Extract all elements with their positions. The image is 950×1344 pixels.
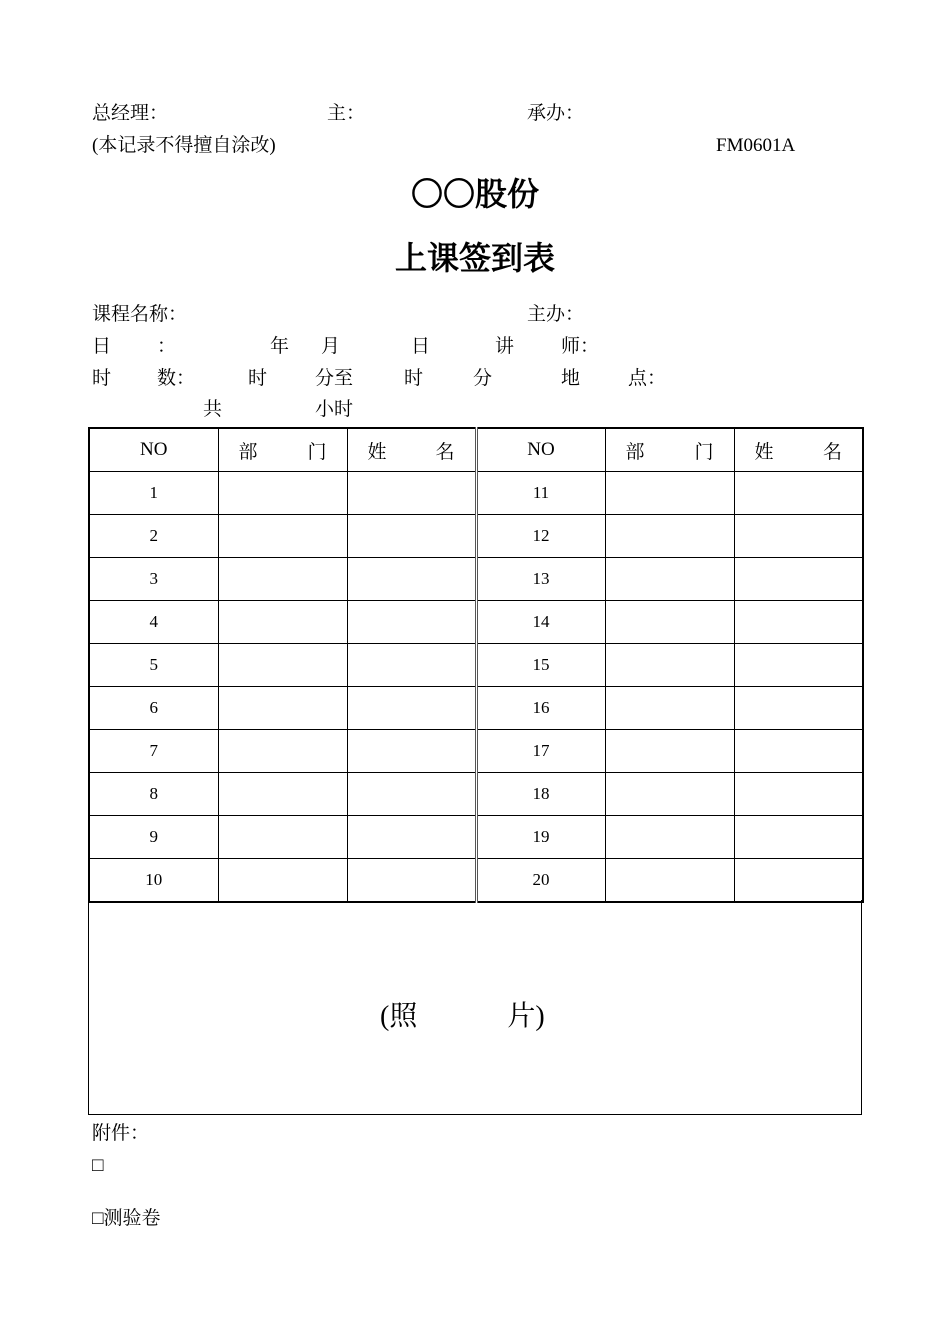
time-hour-label: 时	[248, 368, 268, 389]
department-cell[interactable]	[605, 644, 734, 687]
name-cell[interactable]	[347, 601, 476, 644]
header-name-char-1: 姓	[367, 441, 387, 463]
row-number-cell: 8	[89, 773, 218, 816]
name-cell[interactable]	[734, 472, 863, 515]
row-number-cell: 1	[89, 472, 218, 515]
organizer-label: 主办：	[527, 304, 585, 325]
header-no-right: NO	[476, 428, 605, 472]
table-header-row	[89, 428, 863, 472]
date-label: 日	[92, 336, 112, 357]
row-number-cell: 3	[89, 558, 218, 601]
header-name-char-2: 名	[435, 441, 455, 463]
row-number-cell: 9	[89, 816, 218, 859]
form-code: FM0601A	[716, 135, 796, 156]
department-cell[interactable]	[218, 644, 347, 687]
header-dept-char-2: 门	[307, 441, 327, 463]
time-minute-to-label: 分至	[315, 368, 354, 389]
time-hour2-label: 时	[404, 368, 424, 389]
place-label-2: 点：	[628, 368, 667, 389]
department-cell[interactable]	[218, 601, 347, 644]
header-name-char-1: 姓	[754, 441, 774, 463]
row-number-cell: 5	[89, 644, 218, 687]
hours-label-2: 数：	[157, 368, 196, 389]
row-number-cell: 12	[476, 515, 605, 558]
header-dept-char-2: 门	[694, 441, 714, 463]
header-department-right	[605, 428, 734, 472]
total-label: 共	[203, 399, 223, 420]
name-cell[interactable]	[347, 773, 476, 816]
form-title: 上课签到表	[394, 240, 555, 276]
total-hours-unit: 小时	[315, 399, 354, 420]
department-cell[interactable]	[218, 816, 347, 859]
row-number-cell: 2	[89, 515, 218, 558]
name-cell[interactable]	[734, 730, 863, 773]
name-cell[interactable]	[734, 687, 863, 730]
day-label: 日	[411, 336, 431, 357]
row-number-cell: 7	[89, 730, 218, 773]
table-row	[89, 730, 863, 773]
table-row	[89, 472, 863, 515]
department-cell[interactable]	[605, 687, 734, 730]
row-number-cell: 15	[476, 644, 605, 687]
row-number-cell: 4	[89, 601, 218, 644]
handler-label: 承办：	[527, 103, 585, 124]
name-cell[interactable]	[347, 644, 476, 687]
header-department	[218, 428, 347, 472]
department-cell[interactable]	[605, 558, 734, 601]
department-cell[interactable]	[605, 472, 734, 515]
department-cell[interactable]	[218, 472, 347, 515]
no-alteration-notice: (本记录不得擅自涂改)	[92, 135, 276, 156]
name-cell[interactable]	[734, 816, 863, 859]
department-cell[interactable]	[605, 601, 734, 644]
department-cell[interactable]	[605, 773, 734, 816]
table-row	[89, 859, 863, 903]
name-cell[interactable]	[347, 816, 476, 859]
photo-label-open: (照	[380, 1001, 418, 1032]
department-cell[interactable]	[218, 773, 347, 816]
row-number-cell: 6	[89, 687, 218, 730]
department-cell[interactable]	[605, 515, 734, 558]
quiz-checkbox[interactable]: □测验卷	[92, 1208, 161, 1229]
year-label: 年	[270, 336, 290, 357]
photo-label-close: 片)	[507, 1001, 545, 1032]
name-cell[interactable]	[734, 601, 863, 644]
supervisor-label: 主：	[327, 103, 366, 124]
table-row	[89, 816, 863, 859]
row-number-cell: 14	[476, 601, 605, 644]
header-no: NO	[89, 428, 218, 472]
gm-label: 总经理：	[92, 103, 169, 124]
month-label: 月	[321, 336, 341, 357]
hours-label-1: 时	[92, 368, 112, 389]
department-cell[interactable]	[605, 730, 734, 773]
header-dept-char-1: 部	[625, 441, 645, 463]
row-number-cell: 20	[476, 859, 605, 903]
department-cell[interactable]	[605, 816, 734, 859]
department-cell[interactable]	[218, 730, 347, 773]
row-number-cell: 17	[476, 730, 605, 773]
table-row	[89, 515, 863, 558]
department-cell[interactable]	[218, 515, 347, 558]
name-cell[interactable]	[347, 730, 476, 773]
name-cell[interactable]	[734, 773, 863, 816]
lecturer-label-2: 师：	[561, 336, 600, 357]
table-row	[89, 644, 863, 687]
name-cell[interactable]	[347, 472, 476, 515]
row-number-cell: 19	[476, 816, 605, 859]
table-row	[89, 601, 863, 644]
attachment-checkbox[interactable]: □	[92, 1155, 104, 1176]
header-name	[347, 428, 476, 472]
company-title: 〇〇股份	[410, 176, 539, 212]
department-cell[interactable]	[605, 859, 734, 903]
photo-label	[380, 1000, 545, 1034]
time-minute2-label: 分	[473, 368, 493, 389]
row-number-cell: 10	[89, 859, 218, 903]
course-name-label: 课程名称：	[92, 304, 188, 325]
name-cell[interactable]	[734, 644, 863, 687]
date-colon: ：	[157, 336, 177, 357]
name-cell[interactable]	[347, 687, 476, 730]
attachments-label: 附件：	[92, 1123, 150, 1144]
header-dept-char-1: 部	[238, 441, 258, 463]
lecturer-label-1: 讲	[495, 336, 515, 357]
row-number-cell: 16	[476, 687, 605, 730]
name-cell[interactable]	[347, 859, 476, 903]
row-number-cell: 13	[476, 558, 605, 601]
name-cell[interactable]	[347, 515, 476, 558]
row-number-cell: 11	[476, 472, 605, 515]
place-label-1: 地	[561, 368, 581, 389]
table-row	[89, 687, 863, 730]
name-cell[interactable]	[347, 558, 476, 601]
name-cell[interactable]	[734, 515, 863, 558]
table-row	[89, 773, 863, 816]
department-cell[interactable]	[218, 558, 347, 601]
department-cell[interactable]	[218, 687, 347, 730]
name-cell[interactable]	[734, 558, 863, 601]
department-cell[interactable]	[218, 859, 347, 903]
table-row	[89, 558, 863, 601]
header-name-right	[734, 428, 863, 472]
sign-in-table	[88, 427, 864, 903]
name-cell[interactable]	[734, 859, 863, 903]
row-number-cell: 18	[476, 773, 605, 816]
header-name-char-2: 名	[822, 441, 842, 463]
